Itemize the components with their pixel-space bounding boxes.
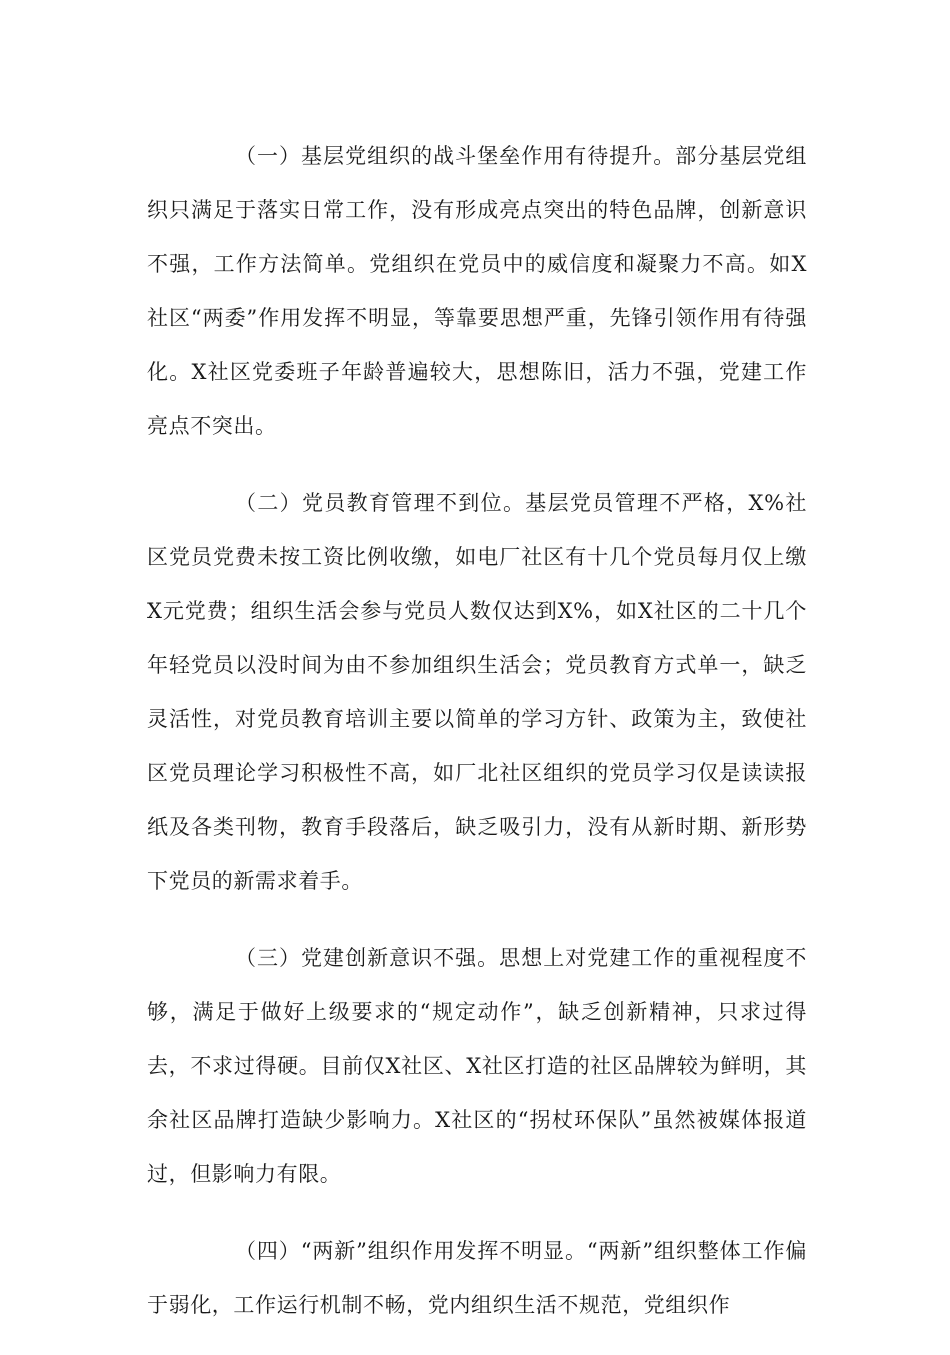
paragraph-4: （四）“两新”组织作用发挥不明显。“两新”组织整体工作偏于弱化，工作运行机制不畅，党内组织生活不规范，党组织作: [147, 1239, 807, 1317]
document-body: [147, 129, 807, 1355]
paragraph-1: （一）基层党组织的战斗堡垒作用有待提升。部分基层党组织只满足于落实日常工作，没有形成亮点突出的特色品牌，创新意识不强，工作方法简单。党组织在党员中的威信度和凝聚力不高。如X社区“两委”作用发挥不明显，等靠要思想严重，先锋引领作用有待强化。X社区党委班子年龄普遍较大，思想陈旧，活力不强，党建工作亮点不突出。: [147, 144, 807, 438]
paragraph-2: （二）党员教育管理不到位。基层党员管理不严格，X%社区党员党费未按工资比例收缴，如电厂社区有十几个党员每月仅上缴X元党费；组织生活会参与党员人数仅达到X%，如X社区的二十几个年轻党员以没时间为由不参加组织生活会；党员教育方式单一，缺乏灵活性，对党员教育培训主要以简单的学习方针、政策为主，致使社区党员理论学习积极性不高，如厂北社区组织的党员学习仅是读读报纸及各类刊物，教育手段落后，缺乏吸引力，没有从新时期、新形势下党员的新需求着手。: [147, 491, 807, 893]
paragraph-3: （三）党建创新意识不强。思想上对党建工作的重视程度不够，满足于做好上级要求的“规定动作”，缺乏创新精神，只求过得去，不求过得硬。目前仅X社区、X社区打造的社区品牌较为鲜明，其余社区品牌打造缺少影响力。X社区的“拐杖环保队”虽然被媒体报道过，但影响力有限。: [147, 946, 807, 1186]
